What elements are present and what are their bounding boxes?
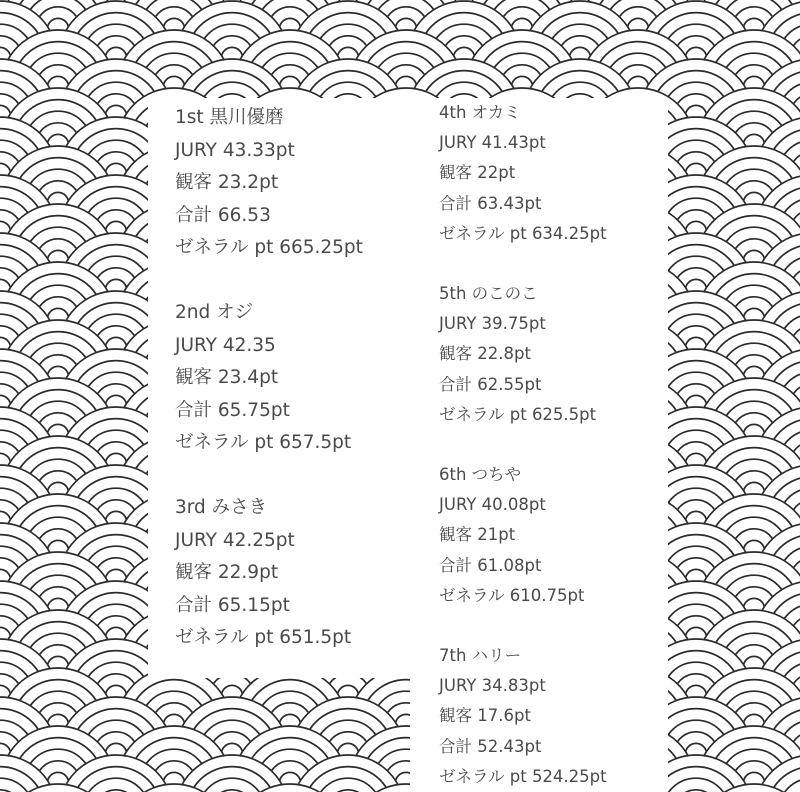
jury-score: JURY 39.75pt xyxy=(439,314,546,334)
jury-score: JURY 40.08pt xyxy=(439,495,546,515)
general-points: ゼネラル pt 657.5pt xyxy=(175,432,352,454)
result-entry-3rd xyxy=(175,492,351,655)
total-score: 合計 66.53 xyxy=(175,204,271,226)
result-entry-7th xyxy=(439,641,607,792)
jury-score: JURY 42.35 xyxy=(175,334,276,356)
total-score: 合計 52.43pt xyxy=(439,736,542,756)
audience-score: 観客 17.6pt xyxy=(439,706,531,726)
result-title: 4th オカミ xyxy=(439,103,521,122)
audience-score: 観客 22pt xyxy=(439,163,516,183)
jury-score: JURY 41.43pt xyxy=(439,133,546,153)
total-score: 合計 65.75pt xyxy=(175,399,290,421)
jury-score: JURY 34.83pt xyxy=(439,676,546,696)
audience-score: 観客 22.8pt xyxy=(439,344,531,364)
total-score: 合計 62.55pt xyxy=(439,374,542,394)
audience-score: 観客 22.9pt xyxy=(175,562,279,584)
total-score: 合計 65.15pt xyxy=(175,594,290,616)
total-score: 合計 61.08pt xyxy=(439,555,542,575)
jury-score: JURY 43.33pt xyxy=(175,139,295,161)
result-title: 1st 黒川優磨 xyxy=(175,107,284,128)
result-title: 2nd オジ xyxy=(175,302,254,323)
general-points: ゼネラル pt 625.5pt xyxy=(439,404,597,424)
result-entry-2nd xyxy=(175,297,351,460)
result-title: 3rd みさき xyxy=(175,497,268,518)
result-entry-1st xyxy=(175,102,363,265)
result-entry-5th xyxy=(439,279,596,430)
audience-score: 観客 23.4pt xyxy=(175,367,279,389)
result-title: 5th のこのこ xyxy=(439,284,538,303)
total-score: 合計 63.43pt xyxy=(439,193,542,213)
general-points: ゼネラル pt 665.25pt xyxy=(175,237,363,259)
general-points: ゼネラル 610.75pt xyxy=(439,585,585,605)
audience-score: 観客 23.2pt xyxy=(175,172,279,194)
general-points: ゼネラル pt 651.5pt xyxy=(175,627,352,649)
result-title: 7th ハリー xyxy=(439,646,522,665)
result-entry-6th xyxy=(439,460,584,611)
general-points: ゼネラル pt 634.25pt xyxy=(439,223,607,243)
jury-score: JURY 42.25pt xyxy=(175,529,295,551)
result-entry-4th xyxy=(439,98,607,249)
audience-score: 観客 21pt xyxy=(439,525,516,545)
result-title: 6th つちや xyxy=(439,465,522,484)
general-points: ゼネラル pt 524.25pt xyxy=(439,766,607,786)
